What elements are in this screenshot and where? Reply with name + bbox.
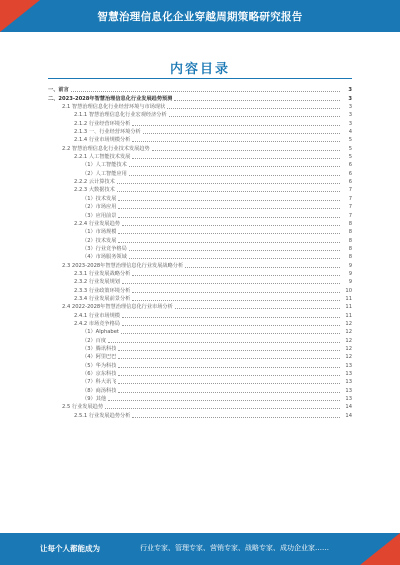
toc-entry-text: （9）其他	[82, 396, 107, 403]
toc-page-number: 12	[345, 329, 352, 336]
toc-entry-text: （8）商汤科技	[82, 387, 117, 394]
toc-entry-text: 2.5.1 行业发展趋势分析	[74, 412, 131, 419]
toc-entry[interactable]	[48, 336, 352, 344]
toc-entry-text: （2）百度	[82, 337, 107, 344]
toc-entry-text: 2.4.2 市场竞争格局	[74, 320, 120, 327]
toc-leader-dots	[132, 417, 340, 418]
toc-page-number: 13	[345, 396, 352, 403]
page-header	[0, 0, 400, 32]
toc-entry[interactable]	[48, 94, 352, 102]
toc-leader-dots	[167, 108, 340, 109]
toc-page-number: 8	[348, 245, 352, 252]
toc-leader-dots	[117, 191, 340, 192]
toc-entry[interactable]	[48, 186, 352, 194]
toc-divider	[48, 78, 352, 79]
toc-entry-text: 2.4 2022-2028年智慧治理信息化行业市场分析	[62, 304, 173, 311]
toc-entry[interactable]	[48, 286, 352, 294]
toc-leader-dots	[122, 283, 340, 284]
toc-entry[interactable]	[48, 86, 352, 94]
toc-entry-text: 2.2 智慧治理信息化行业技术发展趋势	[62, 145, 150, 152]
toc-entry[interactable]	[48, 353, 352, 361]
toc-leader-dots	[169, 116, 340, 117]
toc-entry-text: （5）华为科技	[82, 362, 117, 369]
toc-entry-text: 2.1.3 一、行业经营环境分析	[74, 129, 141, 136]
toc-page-number: 8	[348, 220, 352, 227]
toc-entry-text: （2）人工智能应用	[82, 170, 127, 177]
toc-page-number: 13	[345, 379, 352, 386]
toc-entry[interactable]	[48, 361, 352, 369]
toc-page-number: 7	[348, 187, 352, 194]
toc-leader-dots	[175, 308, 340, 309]
toc-page-number: 12	[345, 354, 352, 361]
toc-entry-text: （2）技术发展	[82, 237, 117, 244]
toc-entry[interactable]	[48, 236, 352, 244]
toc-leader-dots	[174, 100, 340, 101]
toc-entry-text: （1）技术发展	[82, 195, 117, 202]
toc-leader-dots	[118, 242, 340, 243]
toc-page-number: 9	[348, 270, 352, 277]
toc-page-number: 8	[348, 229, 352, 236]
toc-entry[interactable]	[48, 395, 352, 403]
toc-entry[interactable]	[48, 303, 352, 311]
toc-entry-text: 2.2.1 人工智能技术发展	[74, 154, 131, 161]
toc-leader-dots	[122, 317, 340, 318]
toc-entry[interactable]	[48, 311, 352, 319]
toc-entry[interactable]	[48, 136, 352, 144]
toc-page-number: 7	[348, 195, 352, 202]
toc-entry-text: （4）市场服务领域	[82, 254, 127, 261]
toc-entry[interactable]	[48, 128, 352, 136]
toc-page-number: 9	[348, 262, 352, 269]
toc-entry-text: （3）行业竞争格局	[82, 245, 127, 252]
toc-leader-dots	[105, 408, 340, 409]
toc-entry-text: 一、前言	[48, 87, 69, 94]
toc-entry-text: 2.1.4 行业市场规模分析	[74, 137, 131, 144]
toc-leader-dots	[118, 358, 340, 359]
toc-leader-dots	[132, 292, 340, 293]
toc-page-number: 13	[345, 371, 352, 378]
toc-entry-text: 2.3.4 行业发展前景分析	[74, 295, 131, 302]
toc-leader-dots	[132, 300, 340, 301]
toc-entry-text: （1）人工智能技术	[82, 162, 127, 169]
toc-entry[interactable]	[48, 328, 352, 336]
footer-slogan: 让每个人都能成为	[40, 544, 100, 553]
toc-heading: 内容目录	[169, 62, 230, 77]
toc-entry-text: 2.1.1 智慧治理信息化行业宏观经济分析	[74, 112, 167, 119]
toc-leader-dots	[71, 91, 340, 92]
toc-page-number: 3	[348, 104, 352, 111]
page-footer	[0, 533, 400, 565]
toc-page-number: 3	[348, 87, 352, 94]
report-title: 智慧治理信息化企业穿越周期策略研究报告	[97, 11, 303, 23]
toc-entry-text: 2.2.4 行业发展趋势	[74, 220, 120, 227]
toc-leader-dots	[118, 392, 340, 393]
toc-entry-text: （1）Alphabet	[82, 329, 119, 336]
toc-entry[interactable]	[48, 220, 352, 228]
toc-page-number: 3	[348, 95, 352, 102]
toc-leader-dots	[129, 258, 340, 259]
toc-leader-dots	[118, 367, 340, 368]
toc-entry[interactable]	[48, 270, 352, 278]
toc-leader-dots	[117, 183, 340, 184]
toc-entry-text: 2.1 智慧治理信息化行业经营环境与市场现状	[62, 104, 166, 111]
toc-entry[interactable]	[48, 320, 352, 328]
toc-entry-text: （1）市场规模	[82, 229, 117, 236]
toc-page-number: 8	[348, 254, 352, 261]
toc-entry-text: 2.3.2 行业发展规划	[74, 279, 120, 286]
toc-page-number: 11	[345, 312, 352, 319]
toc-page-number: 4	[348, 129, 352, 136]
toc-entry-text: 2.2.2 云计算技术	[74, 179, 115, 186]
toc-entry[interactable]	[48, 386, 352, 394]
toc-leader-dots	[118, 208, 340, 209]
toc-leader-dots	[129, 166, 340, 167]
toc-leader-dots	[132, 141, 340, 142]
footer-accent-corner	[360, 533, 400, 565]
toc-leader-dots	[132, 275, 340, 276]
toc-leader-dots	[122, 225, 340, 226]
toc-entry[interactable]	[48, 228, 352, 236]
toc-leader-dots	[118, 233, 340, 234]
toc-entry-text: 2.3.1 行业发展战略分析	[74, 270, 131, 277]
toc-entry[interactable]	[48, 253, 352, 261]
toc-entry[interactable]	[48, 211, 352, 219]
toc-leader-dots	[118, 217, 340, 218]
toc-entry-text: 2.5 行业发展趋势	[62, 404, 104, 411]
toc-leader-dots	[129, 250, 340, 251]
toc-leader-dots	[118, 383, 340, 384]
toc-leader-dots	[121, 333, 340, 334]
toc-page-number: 14	[345, 412, 352, 419]
toc-entry[interactable]	[48, 153, 352, 161]
toc-leader-dots	[118, 200, 340, 201]
toc-page-number: 5	[348, 137, 352, 144]
toc-page-number: 9	[348, 279, 352, 286]
toc-entry[interactable]	[48, 103, 352, 111]
toc-entry-text: （3）腾讯科技	[82, 346, 117, 352]
toc-entry[interactable]	[48, 378, 352, 386]
toc-page-number: 12	[345, 346, 352, 352]
toc-leader-dots	[108, 342, 340, 343]
toc-entry[interactable]	[48, 111, 352, 119]
toc-entry-text: （2）市场应用	[82, 204, 117, 211]
toc-entry[interactable]	[48, 370, 352, 378]
toc-page-number: 14	[345, 404, 352, 411]
toc-leader-dots	[118, 350, 340, 351]
toc-entry-text: （3）应用前景	[82, 212, 117, 219]
toc-entry-text: 2.4.1 行业市场规模	[74, 312, 120, 319]
toc-entry-text: 2.3.3 行业政策环境分析	[74, 287, 131, 294]
toc-entry[interactable]	[48, 403, 352, 411]
toc-page-number: 12	[345, 320, 352, 327]
toc-page-number: 6	[348, 162, 352, 169]
toc-entry[interactable]	[48, 178, 352, 186]
toc-page-number: 6	[348, 179, 352, 186]
toc-entry-text: （4）阿里巴巴	[82, 354, 117, 361]
toc-entry[interactable]	[48, 169, 352, 177]
toc-leader-dots	[185, 267, 340, 268]
toc-entry[interactable]	[48, 245, 352, 253]
toc-page-number: 7	[348, 212, 352, 219]
toc-leader-dots	[132, 125, 340, 126]
toc-entry-text: 二、2023-2028年智慧治理信息化行业发展趋势预测	[48, 95, 173, 102]
toc-entry-text: 2.3 2023-2028年智慧治理信息化行业发展战略分析	[62, 262, 184, 269]
toc-page-number: 6	[348, 170, 352, 177]
toc-page-number: 12	[345, 337, 352, 344]
toc-entry-text: 2.2.3 大数据技术	[74, 187, 115, 194]
toc-page-number: 5	[348, 154, 352, 161]
footer-roles: 行业专家、管理专家、营销专家、战略专家、成功企业家……	[140, 544, 329, 552]
toc-page-number: 10	[345, 287, 352, 294]
toc-entry[interactable]	[48, 261, 352, 269]
toc-page-number: 11	[345, 295, 352, 302]
toc-leader-dots	[129, 175, 340, 176]
toc-entry[interactable]	[48, 203, 352, 211]
toc-page-number: 3	[348, 120, 352, 127]
toc-page-number: 3	[348, 112, 352, 119]
toc-entry[interactable]	[48, 345, 352, 353]
toc-entry[interactable]	[48, 194, 352, 202]
toc-page-number: 13	[345, 387, 352, 394]
toc-entry[interactable]	[48, 278, 352, 286]
toc-leader-dots	[132, 158, 340, 159]
toc-entry-text: （7）科大讯飞	[82, 379, 117, 386]
toc-leader-dots	[108, 400, 340, 401]
toc-entry[interactable]	[48, 161, 352, 169]
toc-page-number: 11	[345, 304, 352, 311]
toc-leader-dots	[152, 150, 340, 151]
toc-entry[interactable]	[48, 144, 352, 152]
table-of-contents	[48, 86, 352, 420]
toc-page-number: 8	[348, 237, 352, 244]
toc-entry-text: 2.1.2 行业经营环境分析	[74, 120, 131, 127]
toc-entry-text: （6）京东科技	[82, 371, 117, 378]
toc-leader-dots	[143, 133, 340, 134]
toc-leader-dots	[118, 375, 340, 376]
toc-page-number: 13	[345, 362, 352, 369]
toc-entry[interactable]	[48, 295, 352, 303]
toc-entry[interactable]	[48, 411, 352, 419]
toc-entry[interactable]	[48, 119, 352, 127]
toc-page-number: 5	[348, 145, 352, 152]
toc-page-number: 7	[348, 204, 352, 211]
toc-leader-dots	[122, 325, 340, 326]
